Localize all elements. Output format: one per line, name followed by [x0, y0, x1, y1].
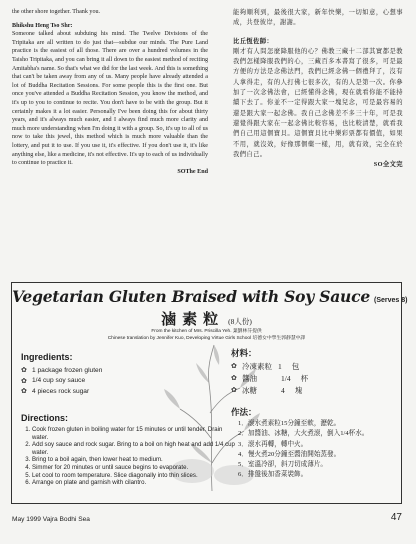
recipe-box — [11, 282, 408, 504]
recipe-serves-zh: (8人份) — [228, 317, 252, 326]
article-intro-zh: 能夠順利到，最後很大家，新年快樂，一切如意，心想事成，共登彼岸，謝謝。 — [233, 9, 403, 27]
ingredient-name-zh: 冷凍素粒 — [242, 361, 272, 371]
direction-step: 3. Bring to a boil again, then lower heat to medium. — [32, 456, 239, 464]
direction-step-zh: 1．滾水煮素粒15分鐘至軟，瀝乾。 — [238, 420, 341, 427]
ingredient-qty-zh: 1/4 — [281, 373, 291, 383]
ingredient-unit-zh: 杯 — [300, 373, 309, 383]
ingredient-item — [21, 386, 102, 397]
ingredient-name-zh: 冰糖 — [242, 385, 257, 395]
ingredient-unit-zh: 包 — [291, 361, 300, 371]
recipe-title-zh-text: 滷素粒 — [161, 312, 225, 328]
ingredient-name-zh: 醬油 — [242, 373, 257, 383]
article-body-zh: 剛才有人問怎麼降服他的心？佛教三藏十二部其實都是教我們怎樣降服我們的心，三藏百多本書寫了很多，可是最方便的方法是念佛法門，我們已經念佛一個禮拜了，沒有人拿得走，有的人打佛七很多次，有的人是第一次。你參加了一次念佛法會，已經懂得念佛，現在就看你能不能持續下去了。你並不一定得跟大家一塊兒念，可是最容易的還是跟大家一起念佛。我自己念佛差不多三十年，可是我還覺得跟大家在一起念佛比較容易，也比較清楚，就看我們自己用這個寶貝。這個寶貝比中樂彩票都有價值，如果不用，就沒效，好像那個藥一樣，用，就有效，完全在於我們自己。 — [233, 47, 403, 158]
recipe-credit-kitchen: From the kitchen of Mrs. Priscilla Yeh. 葉劉林芬提供 — [151, 329, 262, 334]
direction-step: 6. Arrange on plate and garnish with cilantro. — [32, 479, 239, 487]
directions-heading: Directions: — [21, 413, 69, 423]
direction-step-zh: 5．室溫冷卻，斜刀切成薄片。 — [238, 461, 328, 469]
recipe-title-text: Vegetarian Gluten Braised with Soy Sauce — [12, 287, 371, 306]
speaker-name-zh: 比丘恆佐師： — [233, 37, 274, 45]
ingredient-item-zh — [231, 360, 308, 372]
article-body: Someone talked about subduing his mind. The Twelve Divisions of the Tripitaka are all written to do just that—subdue our minds. The Pure Land practice is the easiest of all those. There are over a hundred volumes in the Taisho Tripitaka, and you can bring it all down to the easiest method of reciting Amitabha's name. So that's what we did for the last week. And this is something that can't be taken away from any of us. Many people have already attended a lot of Buddha Recitation Sessions. For some people this is the first one. But once you've attended a Buddha Recitation Session, you know the method, and it's up to you to continue to recite. You don't have to be with the group. But it certainly makes it a lot easier. Personally I've been doing this for about thirty years, and it's always much easier, and I always find much more clarity and much more understanding when I'm doing it with a group. So, it's up to all of us now to take this jewel, this method which is much more valuable than the lottery, and put it to use. If you use it, it's effective. If you don't use it, it's like anything else, like a medicine, it's not effective. It's up to each of us individually to continue to practice it. — [12, 31, 208, 167]
direction-step: 2. Add soy sauce and rock sugar. Bring to a boil on high heat and add 1/4 cup water. — [32, 441, 239, 456]
recipe-credits — [12, 328, 401, 342]
ingredient-qty-zh: 1 — [278, 361, 282, 371]
ingredient-item — [21, 376, 102, 387]
ingredient-qty-zh: 4 — [281, 385, 285, 395]
ingredients-list — [21, 365, 102, 397]
directions-list-zh — [238, 419, 368, 481]
direction-step: 4. Simmer for 20 minutes or until sauce begins to evaporate. — [32, 464, 239, 472]
flower-bullet-icon: ✿ — [21, 367, 27, 375]
direction-step: 5. Let cool to room temperature. Slice diagonally into thin slices. — [32, 472, 239, 480]
article-end-zh: SO全文完 — [373, 161, 403, 169]
directions-heading-zh: 作法： — [231, 408, 257, 418]
ingredient-text: 1/4 cup soy sauce — [32, 377, 86, 385]
ingredient-item-zh — [231, 384, 308, 396]
ingredients-list-zh — [231, 360, 308, 396]
ingredient-text: 1 package frozen gluten — [32, 366, 103, 374]
direction-step-zh: 4．慢火煮20分鐘至醬油開始蒸發。 — [238, 450, 341, 458]
article-end: SOThe End — [177, 168, 208, 175]
flower-bullet-icon: ✿ — [21, 377, 27, 385]
direction-step-zh: 2．加醬油、冰糖，大火煮滾，倒入1/4杯水。 — [238, 430, 369, 438]
flower-bullet-icon: ✿ — [231, 362, 237, 370]
flower-bullet-icon: ✿ — [231, 386, 237, 394]
recipe-title — [12, 287, 408, 307]
speaker-name: Bhikshu Heng Tso Shr: — [12, 22, 73, 29]
page-number: 47 — [390, 512, 402, 523]
direction-step-zh: 6．排盤後加香菜裝飾。 — [238, 471, 308, 479]
ingredients-heading: Ingredients: — [21, 352, 73, 362]
recipe-serves: (Serves 8) — [374, 297, 408, 304]
recipe-credit-translation: Chinese translation by Jennifer Kuo, Developing Virtue Girls School 培德女中學生郭靜慧中譯 — [107, 336, 306, 341]
article-english-column — [12, 8, 208, 176]
direction-step: 1. Cook frozen gluten in boiling water for 15 minutes or until tender. Drain water. — [32, 426, 239, 441]
ingredient-item-zh — [231, 372, 308, 384]
directions-list — [21, 426, 239, 487]
recipe-title-zh — [12, 308, 401, 329]
ingredient-unit-zh: 塊 — [294, 385, 303, 395]
direction-step-zh: 3．滾水再轉，轉中火。 — [238, 440, 308, 448]
ingredients-heading-zh: 材料： — [231, 349, 257, 359]
flower-bullet-icon: ✿ — [231, 374, 237, 382]
ingredient-text: 4 pieces rock sugar — [32, 387, 90, 395]
article-chinese-column — [233, 8, 403, 170]
flower-bullet-icon: ✿ — [21, 388, 27, 396]
article-intro: the other shore together. Thank you. — [12, 9, 101, 15]
publication-line: May 1999 Vajra Bodhi Sea — [12, 516, 90, 523]
ingredient-item — [21, 365, 102, 376]
